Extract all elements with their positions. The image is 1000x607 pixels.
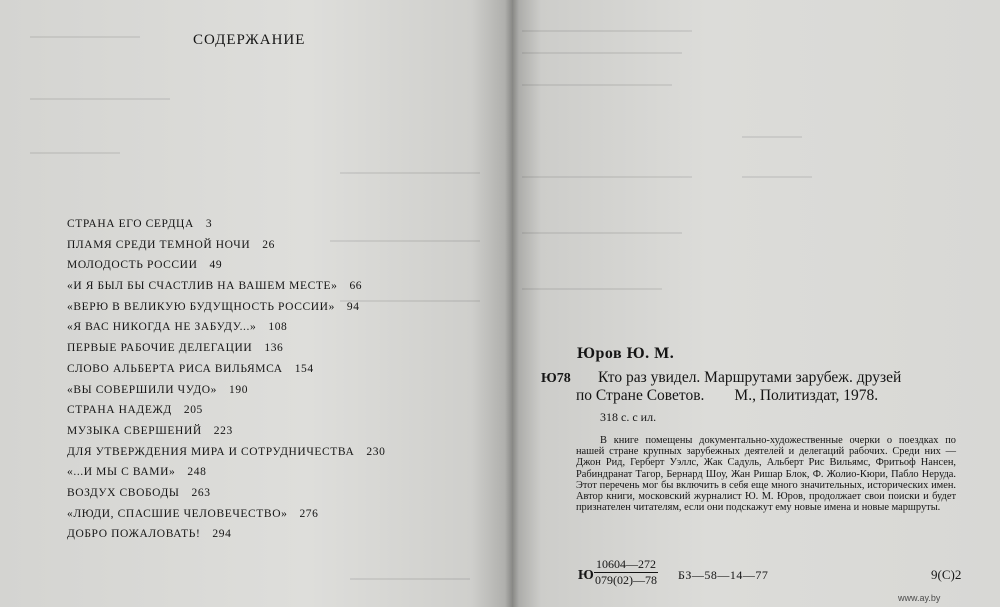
- book-title-line-1: Кто раз увидел. Маршрутами зарубеж. друзей: [598, 369, 902, 386]
- book-spine-gutter: [505, 0, 519, 607]
- contents-heading: СОДЕРЖАНИЕ: [193, 32, 306, 49]
- toc-entry-page: 230: [366, 445, 386, 458]
- toc-entry: [67, 297, 385, 318]
- toc-entry: [67, 214, 385, 235]
- table-of-contents: [67, 214, 385, 545]
- toc-entry-title: «Я ВАС НИКОГДА НЕ ЗАБУДУ...»: [67, 321, 257, 334]
- toc-entry: [67, 235, 385, 256]
- toc-entry-title: «И Я БЫЛ БЫ СЧАСТЛИВ НА ВАШЕМ МЕСТЕ»: [67, 280, 338, 293]
- fraction-numerator: 10604—272: [596, 557, 656, 571]
- toc-entry-title: «ЛЮДИ, СПАСШИЕ ЧЕЛОВЕЧЕСТВО»: [67, 507, 288, 520]
- classification-letter: Ю: [578, 568, 594, 583]
- toc-entry: [67, 276, 385, 297]
- toc-entry-page: 223: [213, 424, 233, 437]
- toc-entry-page: 66: [349, 280, 363, 293]
- toc-entry: [67, 524, 385, 545]
- toc-entry-page: 154: [294, 362, 314, 375]
- toc-entry: [67, 442, 385, 463]
- toc-entry: [67, 504, 385, 525]
- publisher-info: М., Политиздат, 1978.: [734, 387, 879, 404]
- toc-entry: [67, 255, 385, 276]
- bz-code: БЗ—58—14—77: [678, 568, 769, 582]
- annotation-paragraph: В книге помещены документально-художественные очерки о поездках по нашей стране крупных зарубежных деятелей и делегаций рабочих. Среди них — Джон Рид, Герберт Уэллс, Жак Садуль, Альберт Рис Вильямс, Фритьоф Нансен, Рабиндранат Тагор, Бернард Шоу, Жан Ришар Блок, Ф. Жолио-Кюри, Пабло Неруда. Этот перечень мог бы включить в себя еще много значительных, исторических имен. Автор книги, московский журналист Ю. М. Юров, продолжает свои поиски и будет признателен читателям, если они подскажут ему новые имена и новые маршруты.: [576, 435, 956, 514]
- toc-entry-title: ДЛЯ УТВЕРЖДЕНИЯ МИРА И СОТРУДНИЧЕСТВА: [67, 445, 355, 458]
- toc-entry: [67, 483, 385, 504]
- toc-entry: [67, 317, 385, 338]
- toc-entry-title: ВОЗДУХ СВОБОДЫ: [67, 486, 180, 499]
- author-name: Юров Ю. М.: [577, 345, 675, 362]
- toc-entry-title: «ВЫ СОВЕРШИЛИ ЧУДО»: [67, 383, 218, 396]
- toc-entry-page: 26: [262, 238, 275, 251]
- toc-entry-title: «ВЕРЮ В ВЕЛИКУЮ БУДУЩНОСТЬ РОССИИ»: [67, 300, 335, 313]
- toc-entry-page: 49: [209, 259, 223, 272]
- toc-entry-page: 276: [299, 507, 319, 520]
- toc-entry: [67, 462, 385, 483]
- toc-entry-page: 136: [264, 342, 284, 355]
- bbk-index: 9(С)2: [931, 567, 962, 582]
- toc-entry-page: 294: [212, 528, 232, 541]
- toc-entry-page: 190: [229, 383, 249, 396]
- book-title-line-2: [576, 387, 878, 405]
- toc-entry-page: 205: [183, 404, 203, 417]
- toc-entry-title: СТРАНА НАДЕЖД: [67, 404, 172, 417]
- right-page: [512, 0, 1000, 607]
- toc-entry-title: ПЕРВЫЕ РАБОЧИЕ ДЕЛЕГАЦИИ: [67, 342, 253, 355]
- catalog-code: Ю78: [541, 371, 571, 386]
- toc-entry-page: 94: [346, 300, 360, 313]
- watermark-text: www.ay.by: [898, 593, 941, 603]
- book-title-continuation: по Стране Советов.: [576, 387, 705, 404]
- toc-entry: [67, 400, 385, 421]
- toc-entry: [67, 380, 385, 401]
- classification-fraction: [594, 557, 658, 588]
- toc-entry-page: 263: [191, 486, 211, 499]
- toc-entry-title: ДОБРО ПОЖАЛОВАТЬ!: [67, 528, 201, 541]
- page-count: 318 с. с ил.: [600, 410, 657, 424]
- toc-entry-title: «...И МЫ С ВАМИ»: [67, 466, 176, 479]
- toc-entry: [67, 338, 385, 359]
- toc-entry-page: 108: [268, 321, 288, 334]
- toc-entry-title: СТРАНА ЕГО СЕРДЦА: [67, 218, 194, 230]
- toc-entry: [67, 359, 385, 380]
- toc-entry-title: МОЛОДОСТЬ РОССИИ: [67, 259, 198, 272]
- toc-entry-page: 248: [187, 466, 207, 479]
- fraction-denominator: 079(02)—78: [595, 573, 657, 587]
- toc-entry-page: 3: [205, 218, 213, 230]
- toc-entry-title: МУЗЫКА СВЕРШЕНИЙ: [67, 424, 202, 437]
- toc-entry: [67, 421, 385, 442]
- toc-entry-title: СЛОВО АЛЬБЕРТА РИСА ВИЛЬЯМСА: [67, 362, 283, 375]
- toc-entry-title: ПЛАМЯ СРЕДИ ТЕМНОЙ НОЧИ: [67, 238, 251, 251]
